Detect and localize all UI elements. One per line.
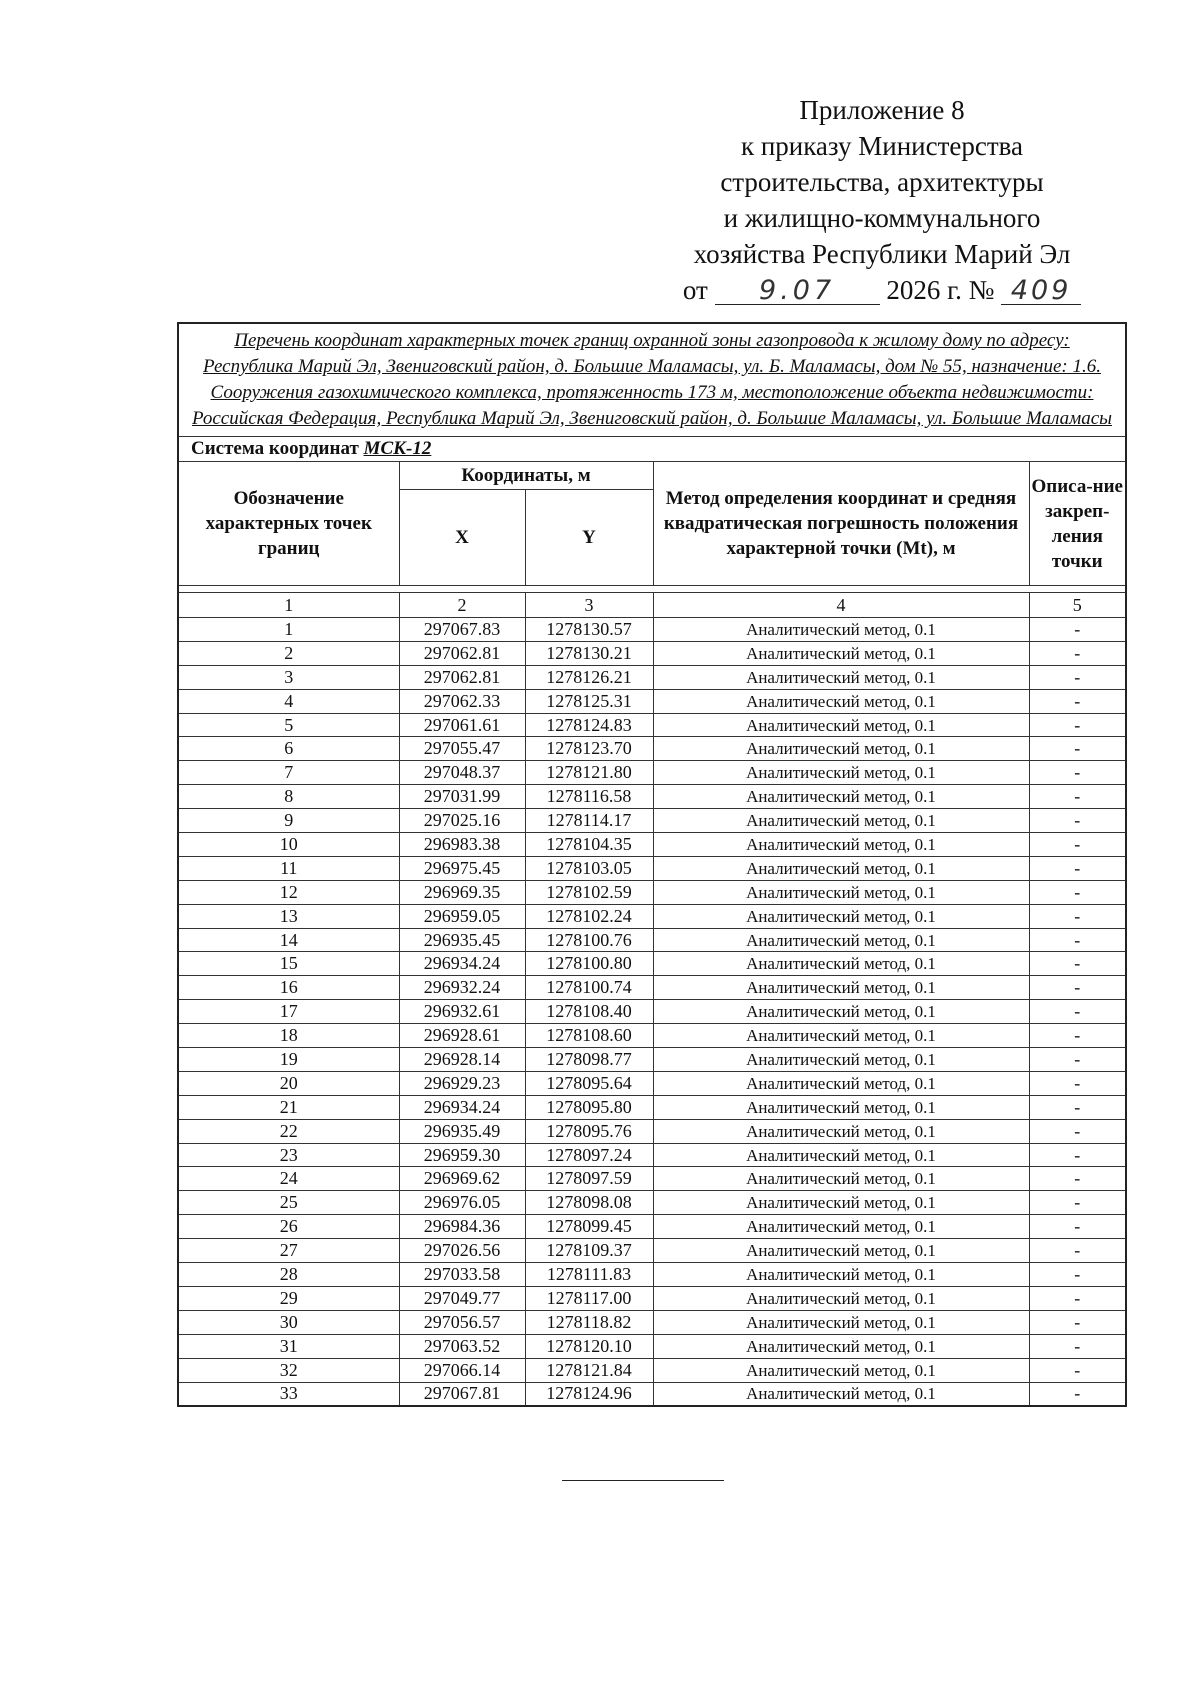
table-header bbox=[178, 323, 1126, 618]
y-cell: 1278117.00 bbox=[525, 1286, 653, 1310]
point-id-cell: 3 bbox=[178, 665, 399, 689]
method-cell: Аналитический метод, 0.1 bbox=[653, 1024, 1029, 1048]
description-cell: - bbox=[1029, 785, 1126, 809]
table-row bbox=[178, 928, 1126, 952]
column-number: 3 bbox=[525, 593, 653, 618]
table-row bbox=[178, 833, 1126, 857]
description-cell: - bbox=[1029, 618, 1126, 642]
y-cell: 1278098.08 bbox=[525, 1191, 653, 1215]
point-id-cell: 26 bbox=[178, 1215, 399, 1239]
y-cell: 1278100.80 bbox=[525, 952, 653, 976]
table-row bbox=[178, 785, 1126, 809]
method-cell: Аналитический метод, 0.1 bbox=[653, 952, 1029, 976]
table-row bbox=[178, 737, 1126, 761]
description-cell: - bbox=[1029, 809, 1126, 833]
description-cell: - bbox=[1029, 1071, 1126, 1095]
table-row bbox=[178, 880, 1126, 904]
x-cell: 297055.47 bbox=[399, 737, 525, 761]
y-cell: 1278103.05 bbox=[525, 856, 653, 880]
x-cell: 297056.57 bbox=[399, 1310, 525, 1334]
x-cell: 296934.24 bbox=[399, 1095, 525, 1119]
table-row bbox=[178, 1024, 1126, 1048]
method-cell: Аналитический метод, 0.1 bbox=[653, 1382, 1029, 1406]
point-id-cell: 32 bbox=[178, 1358, 399, 1382]
description-cell: - bbox=[1029, 952, 1126, 976]
table-row bbox=[178, 1215, 1126, 1239]
appendix-line: Приложение 8 bbox=[799, 95, 965, 125]
y-cell: 1278098.77 bbox=[525, 1048, 653, 1072]
x-cell: 296932.61 bbox=[399, 1000, 525, 1024]
table-row bbox=[178, 1239, 1126, 1263]
method-cell: Аналитический метод, 0.1 bbox=[653, 761, 1029, 785]
table-row bbox=[178, 689, 1126, 713]
point-id-cell: 29 bbox=[178, 1286, 399, 1310]
closing-rule bbox=[562, 1480, 724, 1481]
y-cell: 1278095.76 bbox=[525, 1119, 653, 1143]
point-id-cell: 33 bbox=[178, 1382, 399, 1406]
y-cell: 1278104.35 bbox=[525, 833, 653, 857]
date-year: 2026 г. № bbox=[886, 275, 995, 305]
point-id-cell: 1 bbox=[178, 618, 399, 642]
method-cell: Аналитический метод, 0.1 bbox=[653, 1191, 1029, 1215]
table-row bbox=[178, 1358, 1126, 1382]
coordinate-system-name: МСК-12 bbox=[363, 438, 432, 459]
y-cell: 1278099.45 bbox=[525, 1215, 653, 1239]
table-row bbox=[178, 1310, 1126, 1334]
description-cell: - bbox=[1029, 761, 1126, 785]
point-id-cell: 10 bbox=[178, 833, 399, 857]
description-cell: - bbox=[1029, 1143, 1126, 1167]
x-cell: 296935.45 bbox=[399, 928, 525, 952]
point-id-cell: 16 bbox=[178, 976, 399, 1000]
method-cell: Аналитический метод, 0.1 bbox=[653, 737, 1029, 761]
table-row bbox=[178, 809, 1126, 833]
table-row bbox=[178, 1071, 1126, 1095]
y-cell: 1278120.10 bbox=[525, 1334, 653, 1358]
point-id-cell: 12 bbox=[178, 880, 399, 904]
y-cell: 1278108.60 bbox=[525, 1024, 653, 1048]
method-cell: Аналитический метод, 0.1 bbox=[653, 1167, 1029, 1191]
y-cell: 1278114.17 bbox=[525, 809, 653, 833]
header-designation: Обозначение характерных точек границ bbox=[178, 462, 399, 586]
point-id-cell: 2 bbox=[178, 641, 399, 665]
x-cell: 297063.52 bbox=[399, 1334, 525, 1358]
description-cell: - bbox=[1029, 1048, 1126, 1072]
method-cell: Аналитический метод, 0.1 bbox=[653, 689, 1029, 713]
x-cell: 296934.24 bbox=[399, 952, 525, 976]
description-cell: - bbox=[1029, 737, 1126, 761]
point-id-cell: 28 bbox=[178, 1263, 399, 1287]
point-id-cell: 17 bbox=[178, 1000, 399, 1024]
x-cell: 297048.37 bbox=[399, 761, 525, 785]
point-id-cell: 20 bbox=[178, 1071, 399, 1095]
description-cell: - bbox=[1029, 689, 1126, 713]
x-cell: 297062.33 bbox=[399, 689, 525, 713]
header-gap bbox=[178, 586, 1126, 593]
method-cell: Аналитический метод, 0.1 bbox=[653, 1263, 1029, 1287]
point-id-cell: 7 bbox=[178, 761, 399, 785]
description-cell: - bbox=[1029, 833, 1126, 857]
coordinate-system bbox=[178, 437, 1126, 462]
y-cell: 1278097.59 bbox=[525, 1167, 653, 1191]
method-cell: Аналитический метод, 0.1 bbox=[653, 1119, 1029, 1143]
x-cell: 296928.14 bbox=[399, 1048, 525, 1072]
appendix-line: и жилищно-коммунального bbox=[723, 203, 1041, 233]
y-cell: 1278124.83 bbox=[525, 713, 653, 737]
y-cell: 1278100.74 bbox=[525, 976, 653, 1000]
method-cell: Аналитический метод, 0.1 bbox=[653, 1048, 1029, 1072]
x-cell: 297066.14 bbox=[399, 1358, 525, 1382]
description-cell: - bbox=[1029, 856, 1126, 880]
point-id-cell: 14 bbox=[178, 928, 399, 952]
table-row bbox=[178, 761, 1126, 785]
header-method: Метод определения координат и средняя квадратическая погрешность положения характерной точки (Mt), м bbox=[653, 462, 1029, 586]
x-cell: 297031.99 bbox=[399, 785, 525, 809]
table-row bbox=[178, 904, 1126, 928]
description-cell: - bbox=[1029, 1358, 1126, 1382]
y-cell: 1278111.83 bbox=[525, 1263, 653, 1287]
table-row bbox=[178, 976, 1126, 1000]
column-numbers-row bbox=[178, 593, 1126, 618]
description-cell: - bbox=[1029, 928, 1126, 952]
description-cell: - bbox=[1029, 1000, 1126, 1024]
point-id-cell: 21 bbox=[178, 1095, 399, 1119]
column-number: 5 bbox=[1029, 593, 1126, 618]
method-cell: Аналитический метод, 0.1 bbox=[653, 1215, 1029, 1239]
x-cell: 297049.77 bbox=[399, 1286, 525, 1310]
x-cell: 297067.83 bbox=[399, 618, 525, 642]
description-cell: - bbox=[1029, 1167, 1126, 1191]
y-cell: 1278130.21 bbox=[525, 641, 653, 665]
point-id-cell: 27 bbox=[178, 1239, 399, 1263]
table-row bbox=[178, 618, 1126, 642]
description-cell: - bbox=[1029, 1095, 1126, 1119]
description-cell: - bbox=[1029, 880, 1126, 904]
y-cell: 1278125.31 bbox=[525, 689, 653, 713]
description-cell: - bbox=[1029, 1334, 1126, 1358]
description-cell: - bbox=[1029, 1239, 1126, 1263]
description-cell: - bbox=[1029, 904, 1126, 928]
appendix-line: к приказу Министерства bbox=[740, 131, 1024, 161]
table-row bbox=[178, 856, 1126, 880]
y-cell: 1278118.82 bbox=[525, 1310, 653, 1334]
table-row bbox=[178, 1263, 1126, 1287]
table-row bbox=[178, 1286, 1126, 1310]
point-id-cell: 18 bbox=[178, 1024, 399, 1048]
method-cell: Аналитический метод, 0.1 bbox=[653, 665, 1029, 689]
y-cell: 1278095.64 bbox=[525, 1071, 653, 1095]
header-description: Описа-ние закреп-ления точки bbox=[1029, 462, 1126, 586]
table-row bbox=[178, 1143, 1126, 1167]
point-id-cell: 25 bbox=[178, 1191, 399, 1215]
x-cell: 297033.58 bbox=[399, 1263, 525, 1287]
y-cell: 1278126.21 bbox=[525, 665, 653, 689]
y-cell: 1278121.84 bbox=[525, 1358, 653, 1382]
point-id-cell: 11 bbox=[178, 856, 399, 880]
y-cell: 1278102.24 bbox=[525, 904, 653, 928]
method-cell: Аналитический метод, 0.1 bbox=[653, 1143, 1029, 1167]
x-cell: 297025.16 bbox=[399, 809, 525, 833]
description-cell: - bbox=[1029, 665, 1126, 689]
description-cell: - bbox=[1029, 1310, 1126, 1334]
x-cell: 297062.81 bbox=[399, 641, 525, 665]
method-cell: Аналитический метод, 0.1 bbox=[653, 1000, 1029, 1024]
method-cell: Аналитический метод, 0.1 bbox=[653, 809, 1029, 833]
y-cell: 1278109.37 bbox=[525, 1239, 653, 1263]
header-coordinates: Координаты, м bbox=[399, 462, 653, 490]
x-cell: 296959.30 bbox=[399, 1143, 525, 1167]
method-cell: Аналитический метод, 0.1 bbox=[653, 1358, 1029, 1382]
x-cell: 296975.45 bbox=[399, 856, 525, 880]
x-cell: 297061.61 bbox=[399, 713, 525, 737]
x-cell: 296932.24 bbox=[399, 976, 525, 1000]
x-cell: 296969.35 bbox=[399, 880, 525, 904]
point-id-cell: 23 bbox=[178, 1143, 399, 1167]
handwritten-date: 9.07 bbox=[715, 278, 880, 305]
date-prefix: от bbox=[682, 275, 708, 305]
method-cell: Аналитический метод, 0.1 bbox=[653, 928, 1029, 952]
description-cell: - bbox=[1029, 641, 1126, 665]
table-row bbox=[178, 1334, 1126, 1358]
point-id-cell: 15 bbox=[178, 952, 399, 976]
header-y: Y bbox=[525, 490, 653, 586]
method-cell: Аналитический метод, 0.1 bbox=[653, 785, 1029, 809]
table-row bbox=[178, 1382, 1126, 1406]
description-cell: - bbox=[1029, 1263, 1126, 1287]
table-row bbox=[178, 1000, 1126, 1024]
y-cell: 1278124.96 bbox=[525, 1382, 653, 1406]
method-cell: Аналитический метод, 0.1 bbox=[653, 641, 1029, 665]
method-cell: Аналитический метод, 0.1 bbox=[653, 880, 1029, 904]
appendix-line: строительства, архитектуры bbox=[720, 167, 1044, 197]
x-cell: 296929.23 bbox=[399, 1071, 525, 1095]
point-id-cell: 4 bbox=[178, 689, 399, 713]
y-cell: 1278123.70 bbox=[525, 737, 653, 761]
x-cell: 297067.81 bbox=[399, 1382, 525, 1406]
coordinate-system-label: Система координат bbox=[191, 438, 359, 459]
table-row bbox=[178, 713, 1126, 737]
y-cell: 1278095.80 bbox=[525, 1095, 653, 1119]
method-cell: Аналитический метод, 0.1 bbox=[653, 856, 1029, 880]
column-number: 2 bbox=[399, 593, 525, 618]
method-cell: Аналитический метод, 0.1 bbox=[653, 1095, 1029, 1119]
point-id-cell: 9 bbox=[178, 809, 399, 833]
appendix-line: хозяйства Республики Марий Эл bbox=[693, 239, 1071, 269]
method-cell: Аналитический метод, 0.1 bbox=[653, 904, 1029, 928]
y-cell: 1278130.57 bbox=[525, 618, 653, 642]
y-cell: 1278116.58 bbox=[525, 785, 653, 809]
table-row bbox=[178, 1095, 1126, 1119]
description-cell: - bbox=[1029, 713, 1126, 737]
table-caption: Перечень координат характерных точек границ охранной зоны газопровода к жилому дому по адресу: Республика Марий Эл, Звениговский район, д. Большие Маламасы, ул. Б. Маламасы, дом № 55, назначение: 1.6. Сооружения газохимического комплекса, протяженность 173 м, местоположение объекта недвижимости: Российская Федерация, Республика Марий Эл, Звениговский район, д. Большие Маламасы, ул. Большие Маламасы bbox=[178, 323, 1126, 437]
method-cell: Аналитический метод, 0.1 bbox=[653, 976, 1029, 1000]
column-number: 1 bbox=[178, 593, 399, 618]
header-x: X bbox=[399, 490, 525, 586]
description-cell: - bbox=[1029, 1215, 1126, 1239]
y-cell: 1278121.80 bbox=[525, 761, 653, 785]
point-id-cell: 31 bbox=[178, 1334, 399, 1358]
appendix-header bbox=[662, 92, 1102, 308]
table-row bbox=[178, 641, 1126, 665]
table-body bbox=[178, 618, 1126, 1407]
x-cell: 296983.38 bbox=[399, 833, 525, 857]
point-id-cell: 30 bbox=[178, 1310, 399, 1334]
x-cell: 297062.81 bbox=[399, 665, 525, 689]
handwritten-order-number: 409 bbox=[1001, 278, 1081, 305]
point-id-cell: 6 bbox=[178, 737, 399, 761]
table-row bbox=[178, 952, 1126, 976]
method-cell: Аналитический метод, 0.1 bbox=[653, 833, 1029, 857]
x-cell: 296984.36 bbox=[399, 1215, 525, 1239]
point-id-cell: 13 bbox=[178, 904, 399, 928]
table-row bbox=[178, 1191, 1126, 1215]
description-cell: - bbox=[1029, 1191, 1126, 1215]
method-cell: Аналитический метод, 0.1 bbox=[653, 713, 1029, 737]
method-cell: Аналитический метод, 0.1 bbox=[653, 618, 1029, 642]
y-cell: 1278102.59 bbox=[525, 880, 653, 904]
coordinates-table bbox=[177, 322, 1127, 1407]
description-cell: - bbox=[1029, 1382, 1126, 1406]
order-date-line bbox=[662, 272, 1102, 308]
column-number: 4 bbox=[653, 593, 1029, 618]
x-cell: 296976.05 bbox=[399, 1191, 525, 1215]
x-cell: 296928.61 bbox=[399, 1024, 525, 1048]
description-cell: - bbox=[1029, 1119, 1126, 1143]
method-cell: Аналитический метод, 0.1 bbox=[653, 1310, 1029, 1334]
method-cell: Аналитический метод, 0.1 bbox=[653, 1334, 1029, 1358]
description-cell: - bbox=[1029, 976, 1126, 1000]
point-id-cell: 5 bbox=[178, 713, 399, 737]
description-cell: - bbox=[1029, 1286, 1126, 1310]
point-id-cell: 24 bbox=[178, 1167, 399, 1191]
x-cell: 296935.49 bbox=[399, 1119, 525, 1143]
method-cell: Аналитический метод, 0.1 bbox=[653, 1071, 1029, 1095]
method-cell: Аналитический метод, 0.1 bbox=[653, 1286, 1029, 1310]
point-id-cell: 19 bbox=[178, 1048, 399, 1072]
table-row bbox=[178, 1167, 1126, 1191]
table-row bbox=[178, 1048, 1126, 1072]
point-id-cell: 22 bbox=[178, 1119, 399, 1143]
y-cell: 1278097.24 bbox=[525, 1143, 653, 1167]
y-cell: 1278100.76 bbox=[525, 928, 653, 952]
description-cell: - bbox=[1029, 1024, 1126, 1048]
x-cell: 296969.62 bbox=[399, 1167, 525, 1191]
table-row bbox=[178, 1119, 1126, 1143]
method-cell: Аналитический метод, 0.1 bbox=[653, 1239, 1029, 1263]
table-row bbox=[178, 665, 1126, 689]
y-cell: 1278108.40 bbox=[525, 1000, 653, 1024]
x-cell: 297026.56 bbox=[399, 1239, 525, 1263]
x-cell: 296959.05 bbox=[399, 904, 525, 928]
point-id-cell: 8 bbox=[178, 785, 399, 809]
